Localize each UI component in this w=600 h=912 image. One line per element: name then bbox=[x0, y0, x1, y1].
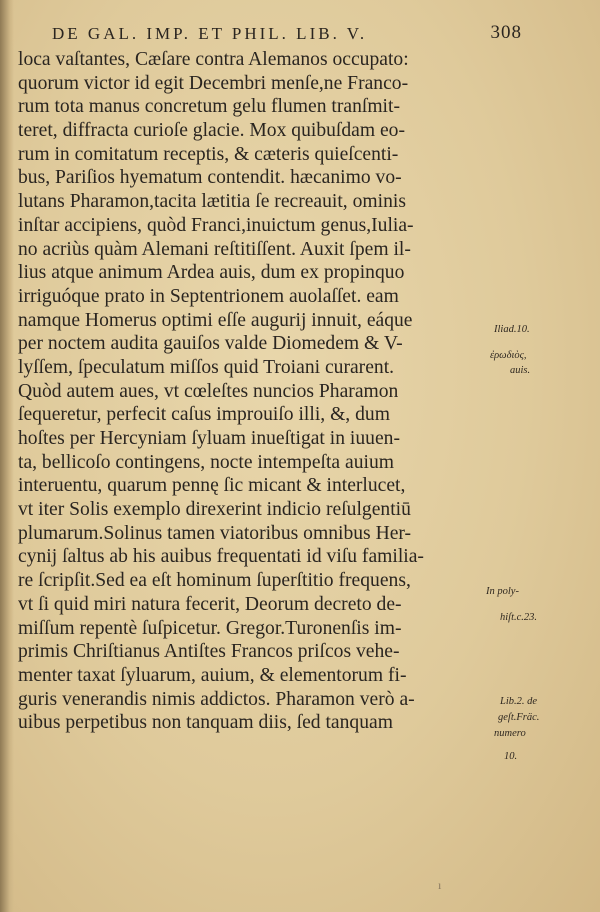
text-line: interuentu, quarum pennę ſic micant & interlucet, bbox=[18, 475, 406, 497]
text-line: lius atque animum Ardea auis, dum ex propinquo bbox=[18, 262, 405, 284]
text-line: ſequeretur, perfecit caſus improuiſo illi, &, dum bbox=[18, 404, 390, 426]
margin-note: numero bbox=[494, 728, 526, 739]
text-line: plumarum.Solinus tamen viatoribus omnibus Her- bbox=[18, 522, 412, 544]
text-line: miſſum repentè ſuſpicetur. Gregor.Turonenſis im- bbox=[18, 617, 402, 639]
text-line: lutans Pharamon,tacita lætitia ſe recreauit, ominis bbox=[18, 191, 406, 213]
text-line: primis Chriſtianus Antiſtes Francos priſcos vehe- bbox=[18, 641, 400, 663]
text-line: rum in comitatum receptis, & cæteris quieſcenti- bbox=[18, 143, 399, 165]
text-line: menter taxat ſyluarum, auium, & elementorum fi- bbox=[18, 664, 407, 686]
margin-note: ἐρωδιὸς, bbox=[490, 350, 527, 361]
running-header bbox=[52, 24, 522, 48]
margin-note: auis. bbox=[510, 365, 531, 376]
margin-note: 10. bbox=[504, 751, 518, 762]
text-line: re ſcripſit.Sed ea eſt hominum ſuperſtitio frequens, bbox=[18, 570, 411, 592]
page-number: 308 bbox=[490, 22, 522, 43]
text-line: loca vaſtantes, Cæſare contra Alemanos occupato: bbox=[18, 49, 409, 70]
text-line: irriguóque prato in Septentrionem auolaſſet. eam bbox=[18, 285, 399, 307]
text-line: teret, diffracta curioſe glacie. Mox quibuſdam eo- bbox=[18, 120, 406, 142]
running-title: DE GAL. IMP. ET PHIL. LIB. V. bbox=[52, 24, 368, 43]
text-line: cynij ſaltus ab his auibus frequentati id viſu familia- bbox=[18, 546, 424, 568]
text-line: lyſſem, ſpeculatum miſſos quid Troiani curarent. bbox=[18, 356, 395, 378]
text-line: vt ſi quid miri natura fecerit, Deorum decreto de- bbox=[18, 593, 402, 615]
text-line: ta, bellicoſo contingens, nocte intempeſta auium bbox=[18, 451, 394, 473]
text-line: bus, Pariſios hyematum contendit. hæcanimo vo- bbox=[18, 167, 402, 189]
margin-note: hiſt.c.23. bbox=[500, 612, 538, 623]
body-text bbox=[18, 48, 510, 735]
margin-note: Lib.2. de bbox=[500, 696, 538, 707]
page-gutter-shadow bbox=[0, 0, 14, 912]
text-line: namque Homerus optimi eſſe augurij innuit, eáque bbox=[18, 309, 413, 331]
text-line: Quòd autem aues, vt cœleſtes nuncios Pharamon bbox=[18, 380, 399, 402]
text-line: quorum victor id egit Decembri menſe,ne Franco- bbox=[18, 72, 409, 94]
margin-note: geſt.Fräc. bbox=[498, 712, 540, 723]
text-line: uibus perpetibus non tanquam diis, ſed tanquam bbox=[18, 712, 393, 734]
text-line: per noctem audita gauiſos valde Diomedem & V- bbox=[18, 333, 403, 355]
text-line: vt iter Solis exemplo direxerint indicio reſulgentiū bbox=[18, 499, 411, 521]
text-line: rum tota manus concretum gelu flumen tranſmit- bbox=[18, 96, 400, 118]
margin-note: In poly- bbox=[486, 586, 519, 597]
text-line: guris venerandis nimis addictos. Pharamon verò a- bbox=[18, 688, 415, 710]
text-line: inſtar accipiens, quòd Franci,inuictum genus,Iulia- bbox=[18, 214, 414, 236]
text-line: hoſtes per Hercyniam ſyluam inueſtigat in iuuen- bbox=[18, 428, 400, 449]
margin-note: Iliad.10. bbox=[494, 324, 530, 335]
paper-mark: ı bbox=[438, 878, 442, 892]
text-line: no acriùs quàm Alemani reſtitiſſent. Auxit ſpem il- bbox=[18, 238, 411, 260]
